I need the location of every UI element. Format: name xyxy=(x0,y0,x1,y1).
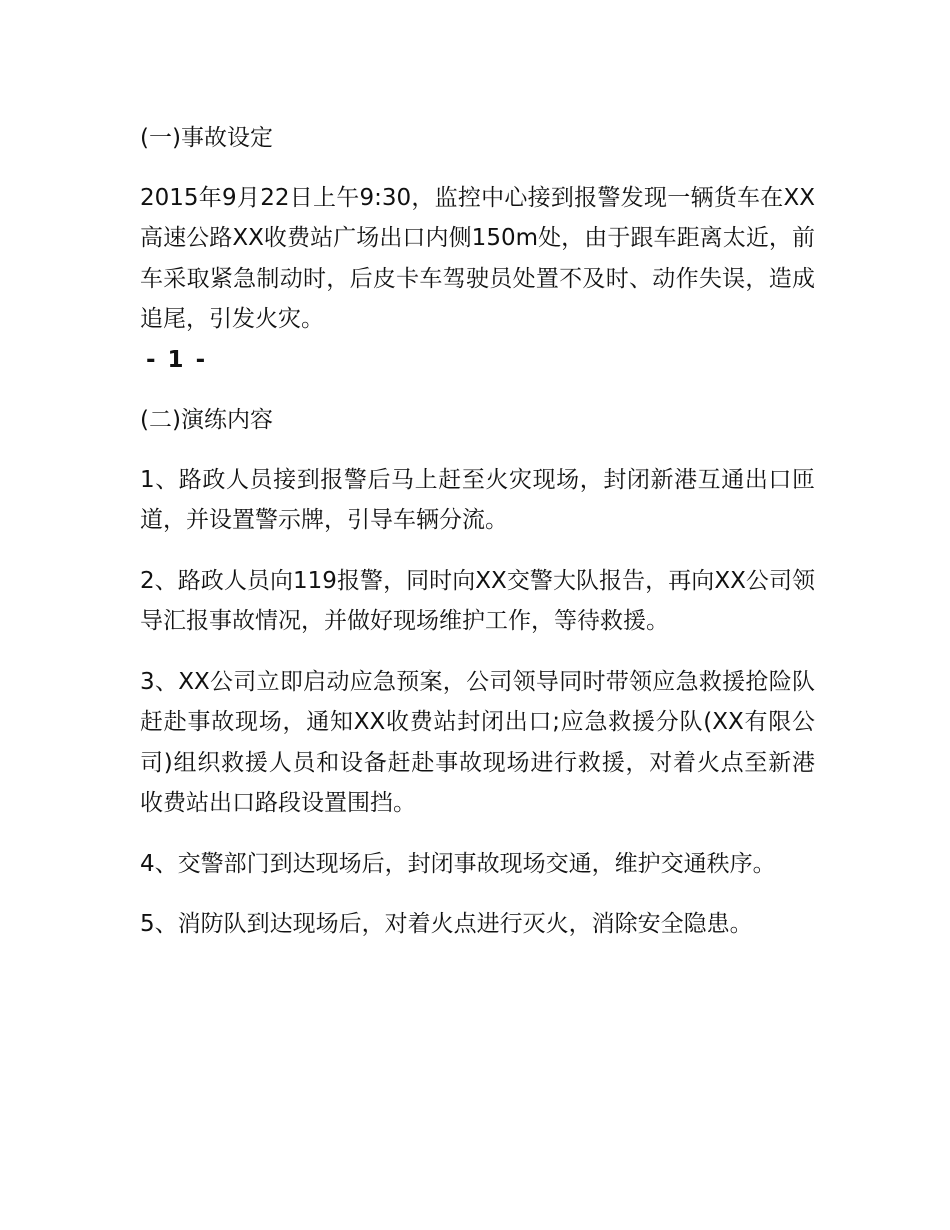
section-heading-drill-content: (二)演练内容 xyxy=(140,407,273,433)
drill-item-1: 1、路政人员接到报警后马上赶至火灾现场，封闭新港互通出口匝道，并设置警示牌，引导车辆分流。 xyxy=(140,466,815,533)
drill-item-5: 5、消防队到达现场后，对着火点进行灭火，消除安全隐患。 xyxy=(140,911,753,937)
section-heading-accident-setting: (一)事故设定 xyxy=(140,125,273,151)
accident-description-text: 2015年9月22日上午9:30，监控中心接到报警发现一辆货车在XX高速公路XX收费站广场出口内侧150m处，由于跟车距离太近，前车采取紧急制动时，后皮卡车驾驶员处置不及时、动作失误，造成追尾，引发火灾。 xyxy=(140,184,815,332)
drill-item-2: 2、路政人员向119报警，同时向XX交警大队报告，再向XX公司领导汇报事故情况，并做好现场维护工作，等待救援。 xyxy=(140,567,815,634)
page-number: - 1 - xyxy=(146,346,208,373)
document-body xyxy=(140,118,815,965)
accident-description-paragraph xyxy=(140,178,815,381)
drill-item-3: 3、XX公司立即启动应急预案，公司领导同时带领应急救援抢险队赶赴事故现场，通知XX收费站封闭出口;应急救援分队(XX有限公司)组织救援人员和设备赶赴事故现场进行救援，对着火点至新港收费站出口路段设置围挡。 xyxy=(140,668,815,816)
drill-item-4: 4、交警部门到达现场后，封闭事故现场交通，维护交通秩序。 xyxy=(140,850,776,877)
